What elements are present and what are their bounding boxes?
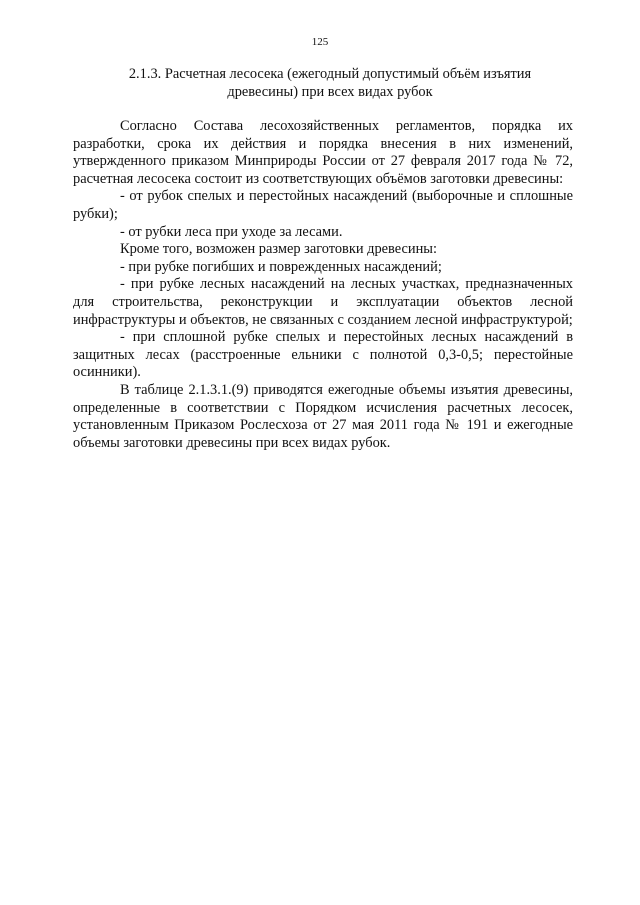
list-item-protective-forests: - при сплошной рубке спелых и перестойных лесных насаждений в защитных лесах (расстроенные ельники с полнотой 0,3-0,5; перестойные осинники). (73, 329, 573, 381)
paragraph-additional: Кроме того, возможен размер заготовки древесины: (120, 241, 437, 258)
paragraph-table-reference: В таблице 2.1.3.1.(9) приводятся ежегодные объемы изъятия древесины, определенные в соответствии с Порядком исчисления расчетных лесосек, установленным Приказом Рослесхоза от 27 мая 2011 года № 191 и ежегодные объемы заготовки древесины при всех видах рубок. (73, 381, 573, 451)
list-item-mature-felling: - от рубок спелых и перестойных насаждений (выборочные и сплошные рубки); (73, 188, 573, 222)
page-number: 125 (311, 36, 329, 48)
section-heading-line-2: древесины) при всех видах рубок (227, 83, 433, 100)
list-item-care-felling: - от рубки леса при уходе за лесами. (120, 223, 343, 240)
section-heading-line-1: 2.1.3. Расчетная лесосека (ежегодный допустимый объём изъятия (128, 66, 532, 82)
paragraph-intro: Согласно Состава лесохозяйственных регламентов, порядка их разработки, срока их действия и порядка внесения в них изменений, утвержденного приказом Минприроды России от 27 февраля 2017 года № 72, расчетная лесосека состоит из соответствующих объёмов заготовки древесины: (73, 118, 573, 187)
body-text (73, 118, 573, 452)
list-item-damaged-stands: - при рубке погибших и поврежденных насаждений; (120, 258, 442, 275)
section-heading (100, 66, 560, 101)
list-item-infrastructure: - при рубке лесных насаждений на лесных участках, предназначенных для строительства, реконструкции и эксплуатации объектов лесной инфраструктуры и объектов, не связанных с созданием лесной инфраструктурой; (73, 276, 573, 328)
